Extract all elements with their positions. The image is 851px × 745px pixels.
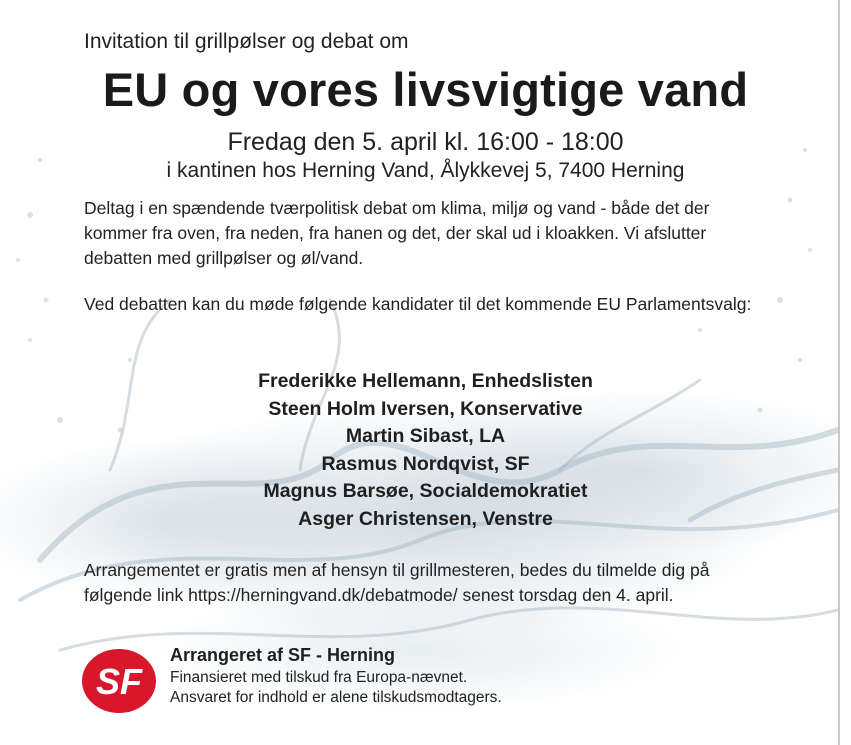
funding-note xyxy=(170,668,502,708)
invitation-kicker: Invitation til grillpølser og debat om xyxy=(84,30,409,53)
funding-line: Finansieret med tilskud fra Europa-nævnet. xyxy=(170,669,468,686)
candidate-item: Steen Holm Iversen, Konservative xyxy=(268,397,583,420)
event-location: i kantinen hos Herning Vand, Ålykkevej 5, 7400 Herning xyxy=(166,159,685,182)
event-title: EU og vores livsvigtige vand xyxy=(102,63,749,116)
signup-paragraph: Arrangementet er gratis men af hensyn til grillmesteren, bedes du tilmelde dig på følgende link https://herningvand.dk/debatmode/ senest torsdag den 4. april. xyxy=(84,560,710,605)
candidate-item: Frederikke Hellemann, Enhedslisten xyxy=(258,370,593,392)
candidate-item: Asger Christensen, Venstre xyxy=(298,507,553,530)
candidate-item: Martin Sibast, LA xyxy=(345,425,506,447)
intro-paragraph: Deltag i en spændende tværpolitisk debat om klima, miljø og vand - både det der kommer fra oven, fra neden, fra hanen og det, der skal ud i kloakken. Vi afslutter debatten med grillpølser og øl/vand. xyxy=(84,198,710,268)
sf-party-logo xyxy=(80,647,158,715)
sf-logo-text: SF xyxy=(95,661,143,702)
candidate-item: Rasmus Nordqvist, SF xyxy=(321,452,530,475)
responsibility-line: Ansvaret for indhold er alene tilskudsmodtagers. xyxy=(170,689,502,706)
candidates-intro-paragraph: Ved debatten kan du møde følgende kandidater til det kommende EU Parlamentsvalg: xyxy=(84,294,752,314)
organizer-line: Arrangeret af SF - Herning xyxy=(170,645,396,665)
candidate-list xyxy=(0,368,851,533)
event-datetime: Fredag den 5. april kl. 16:00 - 18:00 xyxy=(227,128,624,156)
candidate-item: Magnus Barsøe, Socialdemokratiet xyxy=(263,480,588,502)
